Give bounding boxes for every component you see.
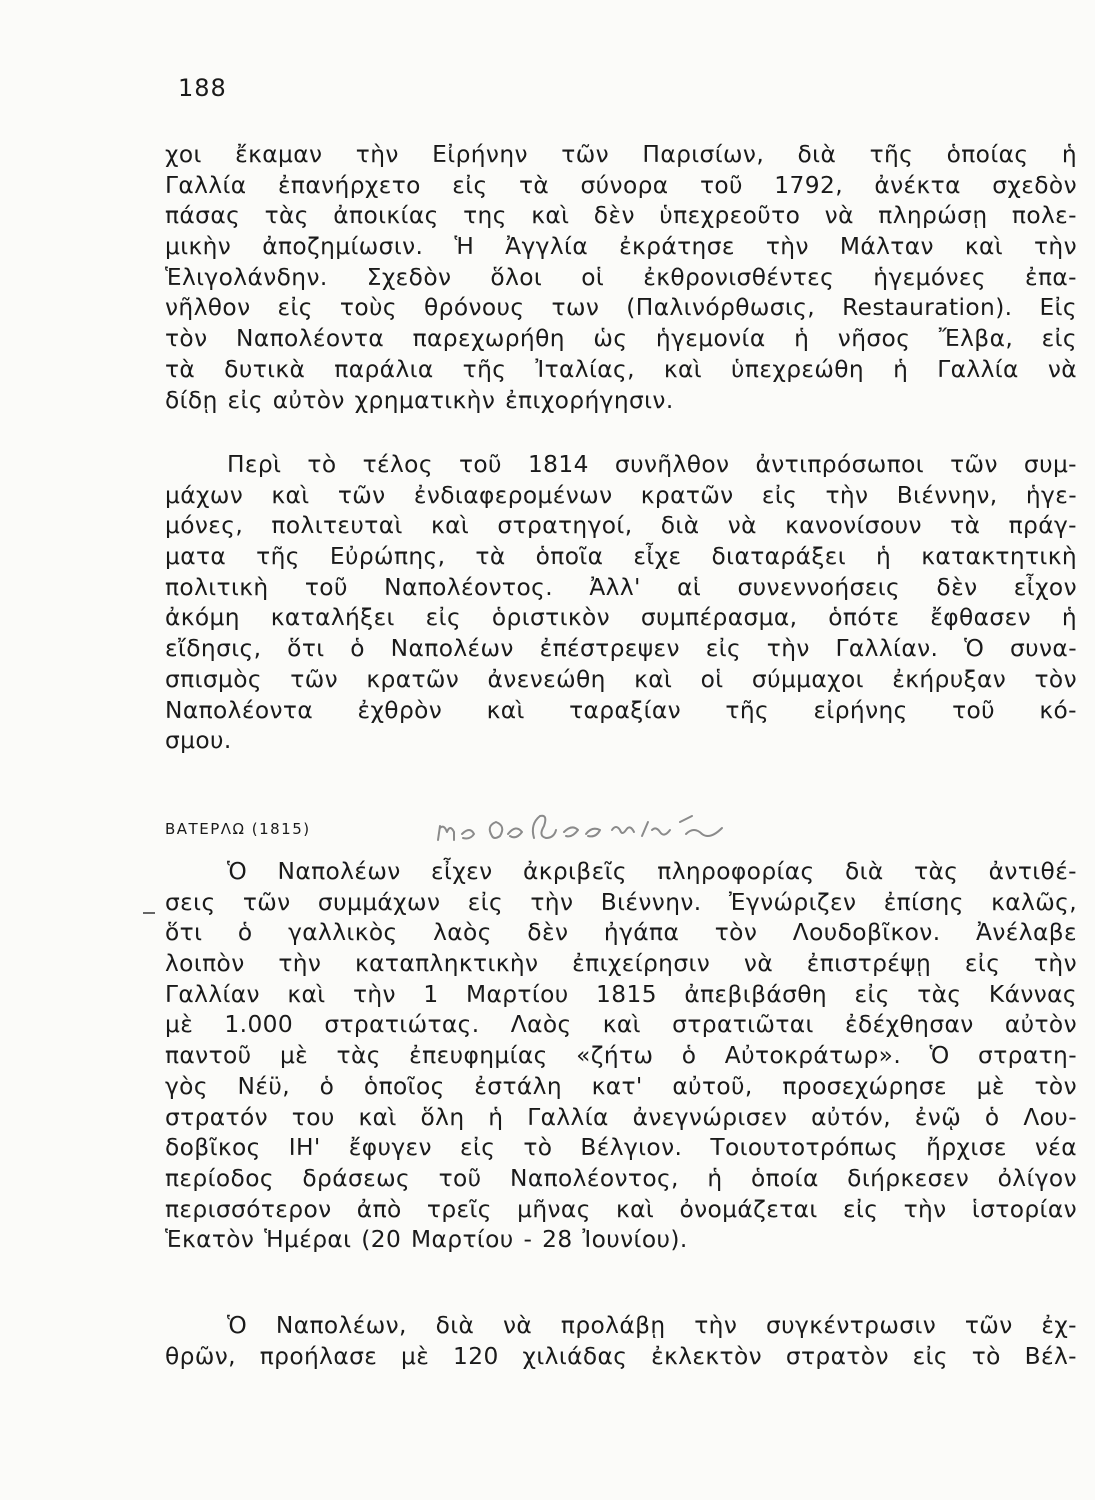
text-line: Ναπολέοντα ἐχθρὸν καὶ ταραξίαν τῆς εἰρήνης τοῦ κό- — [165, 696, 1077, 724]
text-line: σπισμὸς τῶν κρατῶν ἀνενεώθη καὶ οἱ σύμμαχοι ἐκήρυξαν τὸν — [165, 665, 1077, 693]
text-line: τὰ δυτικὰ παράλια τῆς Ἰταλίας, καὶ ὑπεχρεώθη ἡ Γαλλία νὰ — [165, 355, 1077, 383]
text-line: περισσότερον ἀπὸ τρεῖς μῆνας καὶ ὀνομάζεται εἰς τὴν ἱστορίαν — [165, 1195, 1077, 1223]
text-line: λοιπὸν τὴν καταπληκτικὴν ἐπιχείρησιν νὰ ἐπιστρέψῃ εἰς τὴν — [165, 950, 1077, 978]
text-line: θρῶν, προήλασε μὲ 120 χιλιάδας ἐκλεκτὸν στρατὸν εἰς τὸ Βέλ- — [165, 1342, 1077, 1370]
text-line: σεις τῶν συμμάχων εἰς τὴν Βιέννην. Ἐγνώριζεν ἐπίσης καλῶς, — [165, 888, 1077, 916]
text-line: μάχων καὶ τῶν ἐνδιαφερομένων κρατῶν εἰς τὴν Βιέννην, ἡγε- — [165, 481, 1077, 509]
text-line: ματα τῆς Εὐρώπης, τὰ ὁποῖα εἶχε διαταράξει ἡ κατακτητικὴ — [165, 543, 1077, 571]
paragraph-2 — [165, 450, 1077, 757]
text-line: περίοδος δράσεως τοῦ Ναπολέοντος, ἡ ὁποία διήρκεσεν ὀλίγον — [165, 1164, 1077, 1192]
paragraph-1 — [165, 140, 1077, 416]
text-line: Γαλλίαν καὶ τὴν 1 Μαρτίου 1815 ἀπεβιβάσθη εἰς τὰς Κάννας — [165, 980, 1077, 1008]
paragraph-4 — [165, 1311, 1077, 1372]
paragraph-3 — [165, 857, 1077, 1256]
text-line: γὸς Νέϋ, ὁ ὁποῖος ἐστάλη κατ' αὐτοῦ, προσεχώρησε μὲ τὸν — [165, 1072, 1077, 1100]
text-line: μὲ 1.000 στρατιώτας. Λαὸς καὶ στρατιῶται ἐδέχθησαν αὐτὸν — [165, 1011, 1077, 1039]
text-line: πάσας τὰς ἀποικίας της καὶ δὲν ὑπεχρεοῦτο νὰ πληρώσῃ πολε- — [165, 202, 1077, 230]
text-line: νῆλθον εἰς τοὺς θρόνους των (Παλινόρθωσις, Restauration). Εἰς — [165, 294, 1077, 322]
text-line: Ὁ Ναπολέων, διὰ νὰ προλάβῃ τὴν συγκέντρωσιν τῶν ἐχ- — [227, 1312, 1077, 1339]
text-line: Περὶ τὸ τέλος τοῦ 1814 συνῆλθον ἀντιπρόσωποι τῶν συμ- — [227, 451, 1077, 478]
text-line: παντοῦ μὲ τὰς ἐπευφημίας «ζήτω ὁ Αὐτοκράτωρ». Ὁ στρατη- — [165, 1042, 1077, 1070]
text-line: δίδῃ εἰς αὐτὸν χρηματικὴν ἐπιχορήγησιν. — [165, 386, 674, 414]
text-line: Ἑλιγολάνδην. Σχεδὸν ὅλοι οἱ ἐκθρονισθέντες ἡγεμόνες ἐπα- — [165, 263, 1077, 291]
text-line: πολιτικὴ τοῦ Ναπολέοντος. Ἀλλ' αἱ συνεννοήσεις δὲν εἶχον — [165, 573, 1077, 601]
text-line: Ἑκατὸν Ἡμέραι (20 Μαρτίου - 28 Ἰουνίου). — [165, 1226, 688, 1254]
text-line: μικὴν ἀποζημίωσιν. Ἡ Ἀγγλία ἐκράτησε τὴν Μάλταν καὶ τὴν — [165, 233, 1077, 261]
margin-mark — [143, 912, 155, 914]
text-line: σμου. — [165, 727, 232, 755]
text-line: Ὁ Ναπολέων εἶχεν ἀκριβεῖς πληροφορίας διὰ τὰς ἀντιθέ- — [227, 858, 1077, 885]
text-line: μόνες, πολιτευταὶ καὶ στρατηγοί, διὰ νὰ κανονίσουν τὰ πράγ- — [165, 512, 1077, 540]
text-line: δοβῖκος ΙΗ' ἔφυγεν εἰς τὸ Βέλγιον. Τοιουτοτρόπως ἤρχισε νέα — [165, 1134, 1077, 1162]
text-line: ὅτι ὁ γαλλικὸς λαὸς δὲν ἠγάπα τὸν Λουδοβῖκον. Ἀνέλαβε — [165, 919, 1077, 947]
text-line: Γαλλία ἐπανήρχετο εἰς τὰ σύνορα τοῦ 1792, ἀνέκτα σχεδὸν — [165, 171, 1077, 199]
text-line: εἴδησις, ὅτι ὁ Ναπολέων ἐπέστρεψεν εἰς τὴν Γαλλίαν. Ὁ συνα- — [165, 635, 1077, 663]
text-line: τὸν Ναπολέοντα παρεχωρήθη ὡς ἡγεμονία ἡ νῆσος Ἔλβα, εἰς — [165, 325, 1077, 353]
text-line: χοι ἔκαμαν τὴν Εἰρήνην τῶν Παρισίων, διὰ τῆς ὁποίας ἡ — [165, 141, 1077, 168]
text-line: ἀκόμη καταλήξει εἰς ὁριστικὸν συμπέρασμα, ὁπότε ἔφθασεν ἡ — [165, 604, 1077, 632]
handwritten-note-icon — [430, 796, 750, 852]
section-heading: ΒΑΤΕΡΛΩ (1815) — [165, 820, 311, 838]
page-number: 188 — [178, 74, 227, 102]
text-line: στρατόν του καὶ ὅλη ἡ Γαλλία ἀνεγνώρισεν αὐτόν, ἐνῷ ὁ Λου- — [165, 1103, 1077, 1131]
